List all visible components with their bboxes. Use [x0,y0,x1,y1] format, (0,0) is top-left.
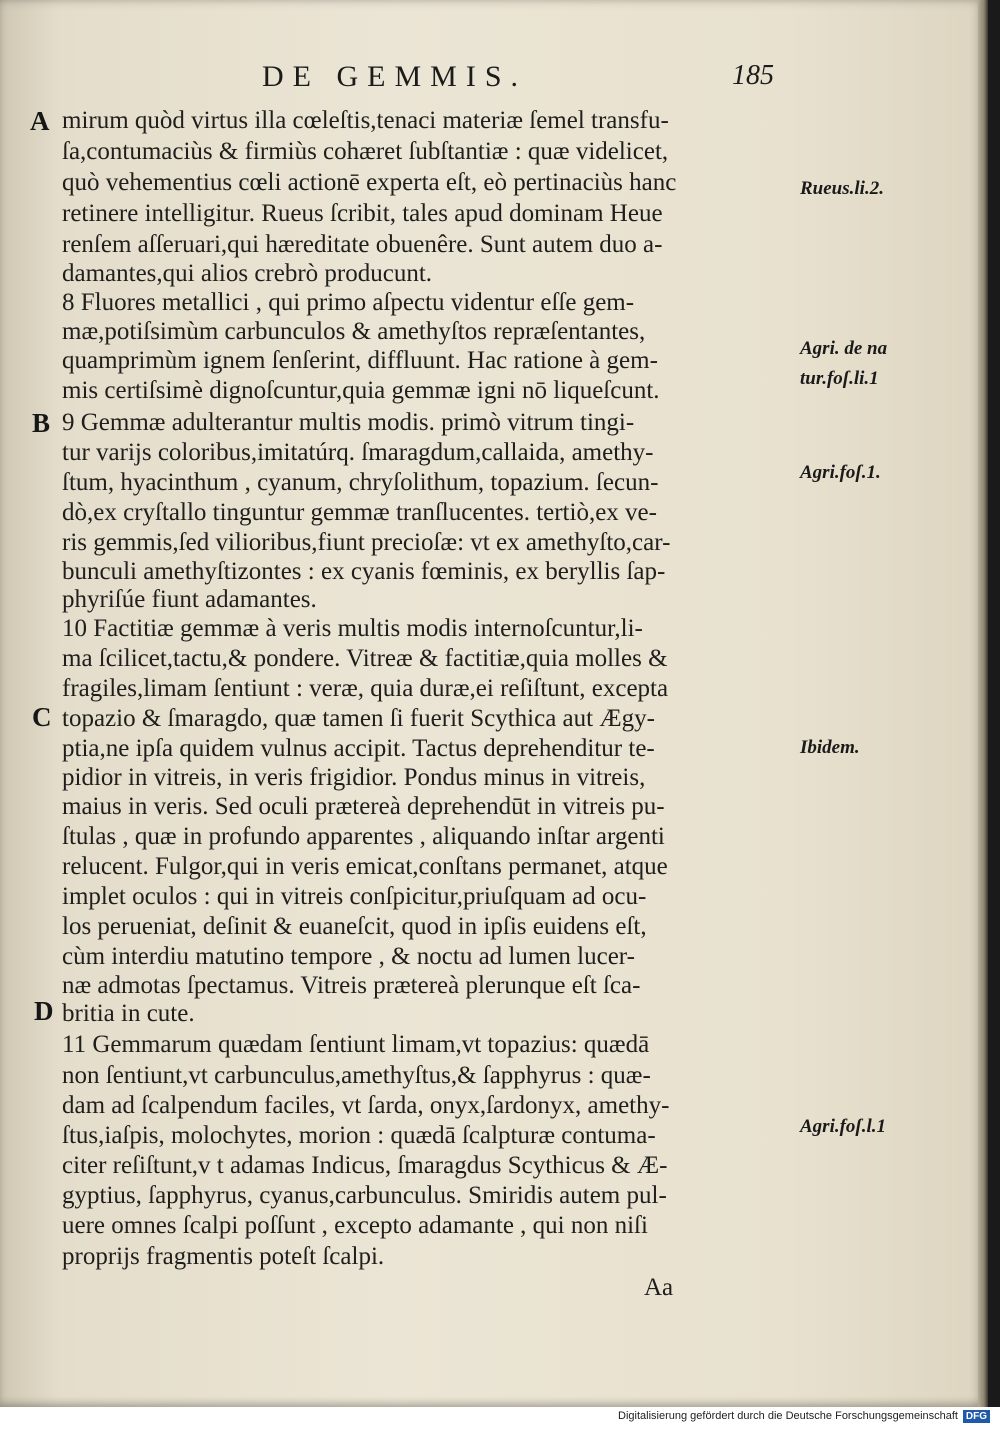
text-line: citer reſiſtunt,v t adamas Indicus, ſmaragdus Scythicus & Æ- [62,1152,668,1179]
page-number: 185 [732,60,774,91]
text-line: 9 Gemmæ adulterantur multis modis. primò vitrum tingi- [62,409,635,436]
catchword: Aa [644,1274,674,1301]
text-line: ma ſcilicet,tactu,& pondere. Vitreæ & factitiæ,quia molles & [62,645,668,672]
text-line: ptia,ne ipſa quidem vulnus accipit. Tactus deprehenditur te- [62,735,655,762]
text-line: damantes,qui alios crebrò producunt. [62,260,433,287]
text-line: quò vehementius cœli actionē experta eſt, eò pertinaciùs hanc [62,169,677,196]
page-edge-shadow [978,0,988,1407]
text-line: mirum quòd virtus illa cœleſtis,tenaci materiæ ſemel transfu- [62,107,669,134]
text-line: dam ad ſcalpendum faciles, vt ſarda, onyx,ſardonyx, amethy- [62,1092,670,1119]
section-marker-d: D [34,996,54,1026]
text-line: phyriſúe fiunt adamantes. [62,586,317,613]
text-line: maius in veris. Sed oculi prætereà deprehendūt in vitreis pu- [62,793,665,820]
margin-note: tur.foſ.li.1 [800,368,879,389]
text-line: 8 Fluores metallici , qui primo aſpectu videntur eſſe gem- [62,289,635,316]
text-line: proprijs fragmentis poteſt ſcalpi. [62,1243,385,1270]
margin-note: Ibidem. [800,737,860,758]
text-line: cùm interdiu matutino tempore , & noctu ad lumen lucer- [62,943,635,970]
text-line: quamprimùm ignem ſenſerint, diffluunt. Hac ratione à gem- [62,347,658,374]
text-line: næ admotas ſpectamus. Vitreis prætereà plerunque eſt ſca- [62,972,641,999]
section-marker-a: A [30,106,50,136]
margin-note: Rueus.li.2. [800,178,884,199]
text-line: non ſentiunt,vt carbunculus,amethyſtus,& ſapphyrus : quæ- [62,1062,651,1089]
text-line: 10 Factitiæ gemmæ à veris multis modis internoſcuntur,li- [62,615,643,642]
dfg-logo-icon: DFG [963,1410,990,1423]
section-marker-b: B [32,408,51,438]
text-line: ſtus,iaſpis, molochytes, morion : quædā ſcalpturæ contuma- [62,1122,656,1149]
text-line: topazio & ſmaragdo, quæ tamen ſi fuerit Scythica aut Ægy- [62,705,655,732]
text-line: ris gemmis,ſed vilioribus,fiunt precioſæ: vt ex amethyſto,car- [62,529,671,556]
section-marker-c: C [32,702,52,732]
text-line: fragiles,limam ſentiunt : veræ, quia duræ,ei reſiſtunt, excepta [62,675,669,702]
text-line: ſtum, hyacinthum , cyanum, chryſolithum, topazium. ſecun- [62,469,659,496]
text-line: ſa,contumaciùs & firmiùs cohæret ſubſtantiæ : quæ videlicet, [62,138,669,165]
text-line: renſem aſſeruari,qui hæreditate obuenêre. Sunt autem duo a- [62,231,663,258]
margin-note: Agri.foſ.l.1 [800,1116,887,1137]
text-line: gyptius, ſapphyrus, cyanus,carbunculus. Smiridis autem pul- [62,1182,667,1209]
text-line: relucent. Fulgor,qui in veris emicat,conſtans permanet, atque [62,853,668,880]
text-line: retinere intelligitur. Rueus ſcribit, tales apud dominam Heue [62,200,663,227]
text-line: implet oculos : qui in vitreis conſpicitur,priuſquam ad ocu- [62,883,647,910]
text-line: uere omnes ſcalpi poſſunt , excepto adamante , qui non niſi [62,1212,648,1239]
text-line: dò,ex cryſtallo tinguntur gemmæ tranſlucentes. tertiò,ex ve- [62,499,657,526]
text-line: los perueniat, deſinit & euaneſcit, quod in ipſis euidens eſt, [62,913,647,940]
funding-credit: Digitalisierung gefördert durch die Deutsche Forschungsgemeinschaft [618,1410,958,1422]
text-line: tur varijs coloribus,imitatúrq. ſmaragdum,callaida, amethy- [62,439,654,466]
text-line: 11 Gemmarum quædam ſentiunt limam,vt topazius: quædā [62,1031,650,1058]
text-line: ſtulas , quæ in profundo apparentes , aliquando inſtar argenti [62,823,665,850]
margin-note: Agri. de na [800,338,888,359]
margin-note: Agri.foſ.1. [800,462,881,483]
running-head: DE GEMMIS. [262,60,528,93]
text-line: bunculi amethyſtizontes : ex cyanis fœminis, ex beryllis ſap- [62,558,666,585]
text-line: pidior in vitreis, in veris frigidior. Pondus minus in vitreis, [62,764,646,791]
text-line: mis certiſsimè dignoſcuntur,quia gemmæ igni nō liqueſcunt. [62,377,660,404]
text-line: mæ,potiſsimùm carbunculos & amethyſtos repræſentantes, [62,318,646,345]
text-line: britia in cute. [62,1000,195,1027]
